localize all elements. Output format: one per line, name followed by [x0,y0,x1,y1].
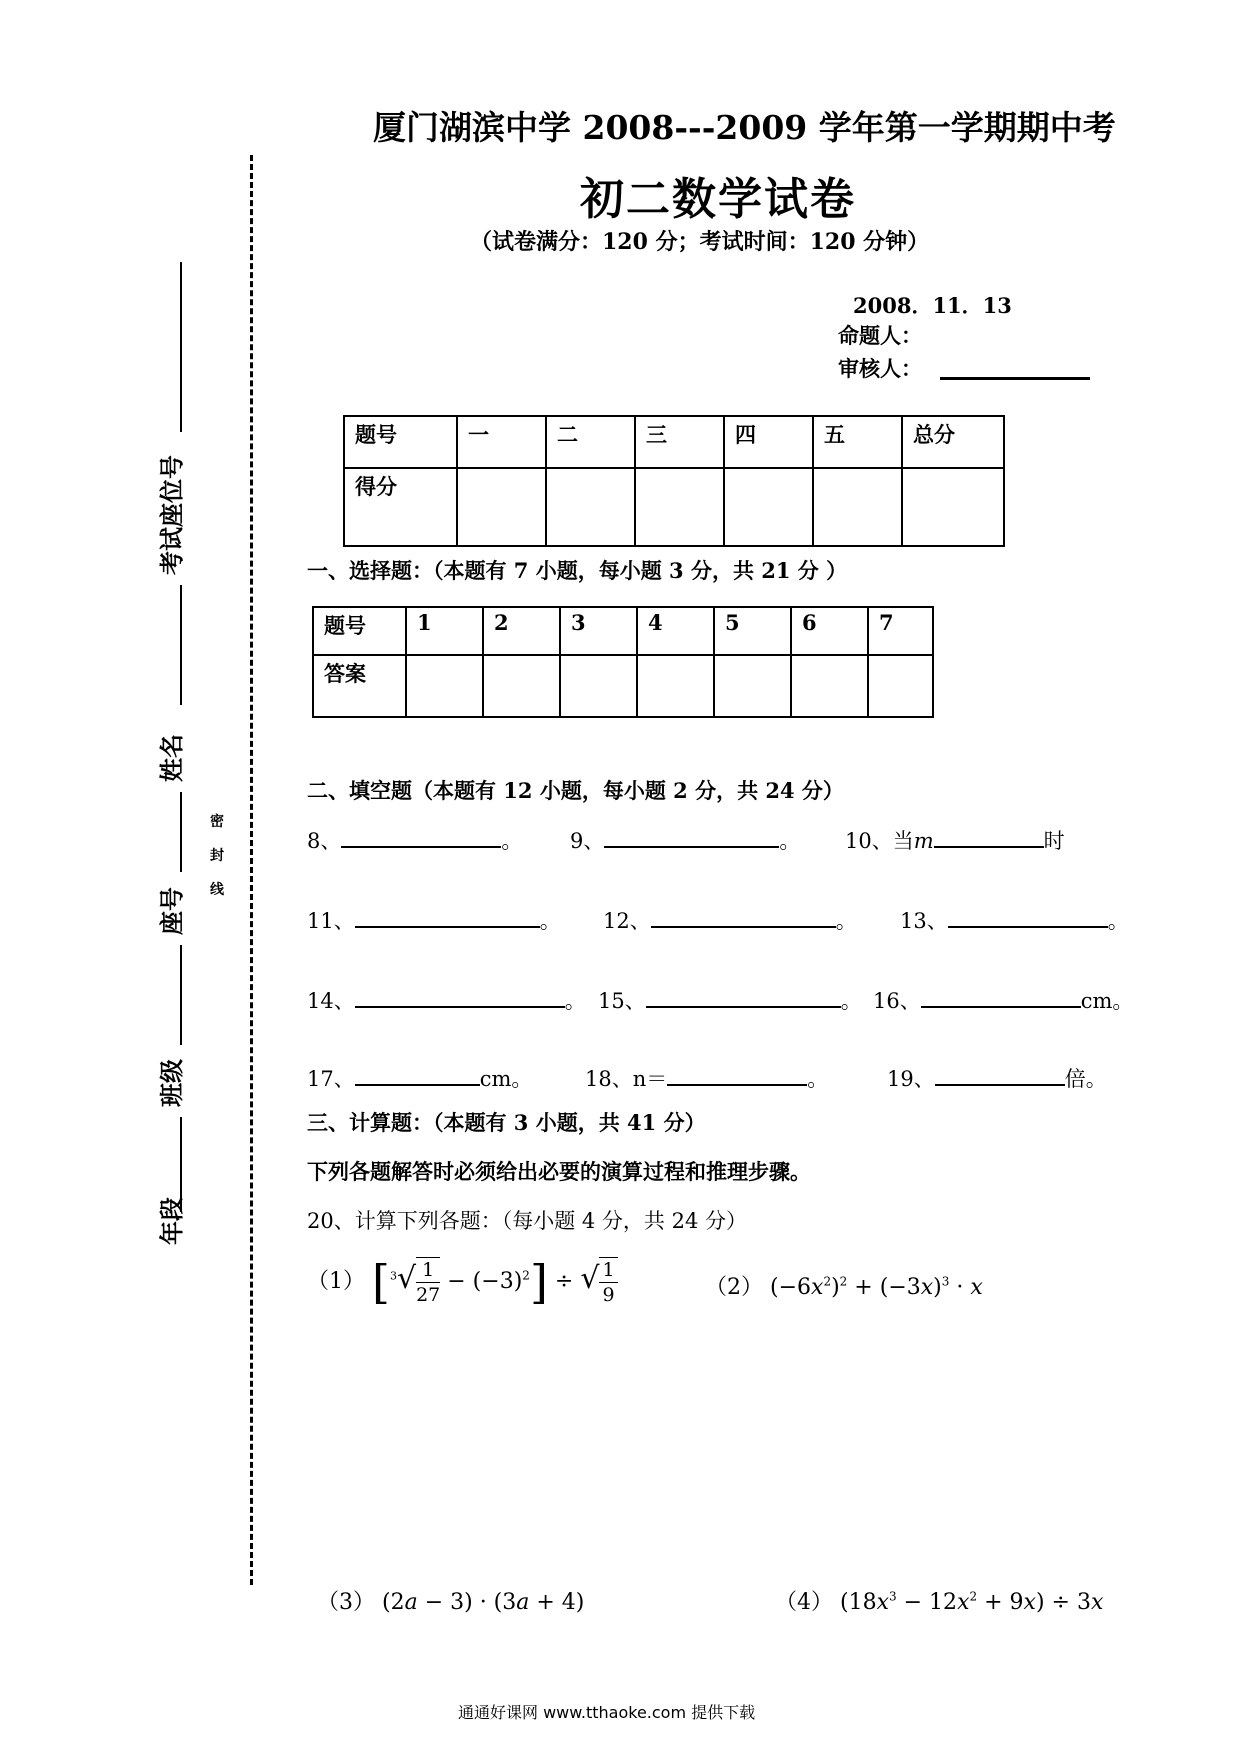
answer-header-cell: 4 [637,607,714,655]
class-blank [180,945,182,1045]
score-cell[interactable] [724,468,813,546]
problem-1-label: （1） [307,1269,365,1294]
section3-title: 三、计算题：（本题有 3 小题，共 41 分） [307,1110,706,1135]
q14-line [307,985,586,1015]
answer-cell[interactable] [406,655,483,717]
q18-line [585,1063,828,1093]
problem-3: （3） (2a − 3) · (3a + 4) [317,1590,585,1615]
problem-4-label: （4） [775,1590,833,1615]
q17-label: 17、 [307,1067,355,1091]
score-cell[interactable] [635,468,724,546]
score-header-cell: 总分 [902,416,1004,468]
q15-blank[interactable] [646,986,841,1008]
grade-label: 年段 [158,1197,186,1245]
seal-text [207,805,227,907]
q11-blank[interactable] [355,906,540,928]
section3-instruction: 下列各题解答时必须给出必要的演算过程和推理步骤。 [307,1159,811,1184]
number-label: 座号 [158,887,186,935]
answer-header-cell: 3 [560,607,637,655]
q16-blank[interactable] [921,986,1081,1008]
score-cell[interactable] [813,468,902,546]
score-header-cell: 四 [724,416,813,468]
school-title: 厦门湖滨中学 2008---2009 学年第一学期期中考 [373,108,1116,147]
q9-line [570,825,800,855]
problem-4: （4） $(18x^3 - 12x^2 + 9x) \div 3x$ [775,1589,1104,1615]
score-header-cell: 二 [546,416,635,468]
answer-table [312,606,934,718]
answer-row-label: 答案 [313,655,406,717]
q16-end: cm。 [1080,989,1134,1013]
q13-label: 13、 [900,909,948,933]
q15-line [598,985,862,1015]
problem-2-label: （2） [705,1275,763,1300]
q14-end: 。 [564,989,586,1013]
q13-end: 。 [1107,909,1129,933]
q15-end: 。 [840,989,862,1013]
author-label: 命题人： [838,323,922,348]
q12-label: 12、 [603,909,651,933]
q17-blank[interactable] [355,1064,480,1086]
q12-end: 。 [835,909,857,933]
q19-label: 19、 [887,1067,935,1091]
q11-label: 11、 [307,909,355,933]
exam-info: （试卷满分：120 分；考试时间：120 分钟） [470,229,930,255]
q17-end: cm。 [479,1067,533,1091]
footer-credit: 通通好课网 www.tthaoke.com 提供下载 [458,1703,756,1722]
q8-line [307,825,522,855]
score-cell[interactable] [457,468,546,546]
q18-blank[interactable] [667,1064,807,1086]
paper-title: 初二数学试卷 [580,174,856,225]
section2-title: 二、填空题（本题有 12 小题，每小题 2 分，共 24 分） [307,778,844,803]
problem-2: （2） $(-6x^2)^2 + (-3x)^3 \cdot x$ [705,1274,983,1300]
score-header-cell: 题号 [344,416,457,468]
q15-label: 15、 [598,989,646,1013]
name-blank [180,585,182,705]
q12-blank[interactable] [651,906,836,928]
reviewer-label: 审核人： [838,356,922,381]
seat-label: 考试座位号 [158,455,186,575]
q10-line [845,825,1065,855]
score-cell[interactable] [546,468,635,546]
q13-blank[interactable] [948,906,1108,928]
q11-line [307,905,561,935]
q14-label: 14、 [307,989,355,1013]
q8-label: 8、 [307,829,342,853]
section1-title: 一、选择题：（本题有 7 小题，每小题 3 分，共 21 分 ） [307,558,848,583]
answer-header-cell: 1 [406,607,483,655]
q10-variable: m [913,829,934,853]
q16-label: 16、 [873,989,921,1013]
q19-end: 倍。 [1064,1067,1107,1091]
binding-dashed-line [250,155,253,1585]
problem-3-label: （3） [317,1590,375,1615]
answer-cell[interactable] [714,655,791,717]
q14-blank[interactable] [355,986,565,1008]
seal-char: 封 [210,848,224,864]
q11-end: 。 [539,909,561,933]
q18-end: 。 [807,1067,829,1091]
score-header-cell: 五 [813,416,902,468]
q20-title: 20、计算下列各题：（每小题 4 分，共 24 分） [307,1209,748,1233]
score-table [343,415,1005,547]
answer-header-cell: 7 [868,607,933,655]
answer-cell[interactable] [791,655,868,717]
seal-char: 线 [210,882,224,898]
name-label: 姓名 [158,734,186,782]
q8-end: 。 [501,829,523,853]
score-row-label: 得分 [344,468,457,546]
q13-line [900,905,1129,935]
q19-blank[interactable] [935,1064,1065,1086]
reviewer-blank [940,377,1090,380]
q8-blank[interactable] [341,826,501,848]
q10-label: 10、当 [845,829,914,853]
seal-char: 密 [210,814,224,830]
q9-blank[interactable] [604,826,779,848]
problem-1: （1） [$^3$√ $\frac{1}{27}$ − $(-3)^2$] ÷ √ $\frac{1}{9}$ [307,1255,618,1309]
answer-cell[interactable] [868,655,933,717]
answer-cell[interactable] [560,655,637,717]
q19-line [887,1063,1107,1093]
q16-line [873,985,1133,1015]
class-label: 班级 [158,1059,186,1107]
score-cell[interactable] [902,468,1004,546]
answer-header-cell: 2 [483,607,560,655]
q10-blank[interactable] [934,826,1044,848]
q9-label: 9、 [570,829,605,853]
q18-label: 18、n＝ [585,1067,668,1091]
answer-cell[interactable] [637,655,714,717]
score-header-cell: 一 [457,416,546,468]
answer-header-cell: 5 [714,607,791,655]
q12-line [603,905,857,935]
answer-header-cell: 6 [791,607,868,655]
answer-cell[interactable] [483,655,560,717]
q17-line [307,1063,532,1093]
number-blank [180,792,182,872]
exam-date: 2008．11．13 [853,293,1012,318]
seat-number-blank [180,262,182,432]
q9-end: 。 [779,829,801,853]
q10-end: 时 [1043,829,1065,853]
answer-header-cell: 题号 [313,607,406,655]
score-header-cell: 三 [635,416,724,468]
